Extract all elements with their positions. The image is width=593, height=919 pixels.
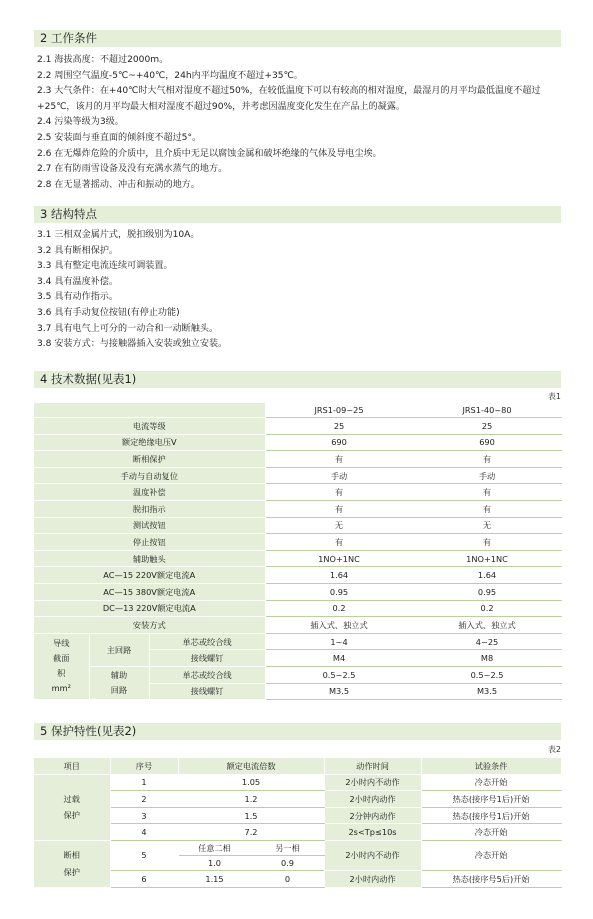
- cell: M3.5: [413, 683, 561, 700]
- cell: M3.5: [265, 683, 413, 700]
- table-row: [34, 791, 561, 808]
- cell: 2: [110, 791, 178, 808]
- section-3-list: [37, 228, 567, 353]
- section-5-heading: 5 保护特性(见表2): [34, 723, 561, 740]
- row-label: AC—15 220V额定电流A: [34, 567, 265, 584]
- list-item: 3.4 具有温度补偿。: [37, 276, 119, 287]
- cell: 手动: [265, 467, 413, 484]
- header-cell: 试验条件: [421, 758, 561, 774]
- header-cell: 动作时间: [324, 758, 421, 774]
- table-row: [34, 666, 561, 683]
- table-row: [34, 500, 561, 517]
- group-line: 断相: [63, 849, 80, 860]
- cell: 1.64: [265, 567, 413, 584]
- cell: 0.2: [413, 600, 561, 617]
- cell: 1.64: [413, 567, 561, 584]
- section-2-list: [37, 53, 567, 193]
- table-row: [34, 840, 561, 855]
- cell: 0.95: [413, 583, 561, 600]
- list-item: 3.1 三相双金属片式，脱扣级别为10A。: [37, 230, 200, 240]
- cell: 2s<Tp≤10s: [324, 824, 421, 841]
- table-row: [34, 418, 561, 435]
- cell: 冷态开始: [421, 840, 561, 870]
- table-row: [34, 583, 561, 600]
- cell: 有: [265, 484, 413, 501]
- table-1-label: 表1: [547, 392, 561, 401]
- cell: 有: [413, 451, 561, 468]
- aux-circuit-line: 辅助: [110, 670, 128, 680]
- table-row: [34, 467, 561, 484]
- header-cell: 序号: [110, 758, 178, 774]
- row-label: AC—15 380V额定电流A: [34, 583, 265, 600]
- main-circuit-label: 主回路: [89, 633, 149, 666]
- cell: 有: [265, 451, 413, 468]
- row-label: 手动与自动复位: [34, 467, 265, 484]
- cell: 690: [413, 434, 561, 451]
- cell: 0.5~2.5: [413, 666, 561, 683]
- cell: M4: [265, 650, 413, 667]
- list-item: 2.6 在无爆炸危险的介质中，且介质中无足以腐蚀金属和破坏绝缘的气体及导电尘埃。: [37, 148, 382, 159]
- cell: 1.0: [178, 855, 251, 870]
- cell: 25: [413, 418, 561, 435]
- aux-circuit-line: 回路: [110, 685, 128, 695]
- table-row: [34, 534, 561, 551]
- cell: 1.05: [178, 774, 324, 791]
- cell: 冷态开始: [421, 774, 561, 791]
- cell: 0.2: [265, 600, 413, 617]
- cell: 5: [110, 840, 178, 870]
- cell: 有: [413, 534, 561, 551]
- cell: 有: [265, 500, 413, 517]
- cell: 1~4: [265, 633, 413, 650]
- cell: 7.2: [178, 824, 324, 841]
- cell: 无: [265, 517, 413, 534]
- overload-group-label: [34, 774, 110, 840]
- cell: 0.9: [251, 855, 324, 870]
- row-label: 温度补偿: [34, 484, 265, 501]
- table-2-label: 表2: [547, 745, 561, 754]
- tech-data-table: [34, 403, 562, 700]
- cell: 有: [413, 484, 561, 501]
- cell: 2小时内动作: [324, 791, 421, 808]
- cell: 有: [265, 534, 413, 551]
- cell: 0.95: [265, 583, 413, 600]
- row-label: 单芯或绞合线: [149, 633, 265, 650]
- row-label: DC—13 220V额定电流A: [34, 600, 265, 617]
- row-label: 接线螺钉: [149, 683, 265, 700]
- cell: 6: [110, 870, 178, 887]
- cell: 插入式、独立式: [413, 617, 561, 634]
- model-header: JRS1-09~25: [265, 403, 413, 418]
- model-header: JRS1-40~80: [413, 403, 561, 418]
- table-row: [34, 600, 561, 617]
- cell: 热态(接序号5后)开始: [421, 870, 561, 887]
- row-label: 单芯或绞合线: [149, 666, 265, 683]
- table-header-row: [34, 758, 561, 774]
- aux-circuit-label: [89, 666, 149, 699]
- table-row: [34, 451, 561, 468]
- cell: 无: [413, 517, 561, 534]
- header-blank: [34, 403, 265, 418]
- list-item: 3.6 具有手动复位按钮(有停止功能): [37, 307, 180, 318]
- cell: 690: [265, 434, 413, 451]
- cell: 热态(接序号1后)开始: [421, 791, 561, 808]
- list-item: 3.2 具有断相保护。: [37, 245, 119, 256]
- row-label: 断相保护: [34, 451, 265, 468]
- row-label: 脱扣指示: [34, 500, 265, 517]
- cell: 1.2: [178, 791, 324, 808]
- list-item: 3.7 具有电气上可分的一动合和一动断触头。: [37, 323, 219, 334]
- table-row: [34, 434, 561, 451]
- cell: 插入式、独立式: [265, 617, 413, 634]
- cell: 1NO+1NC: [265, 550, 413, 567]
- list-item: 2.7 在有防雨雪设备及没有充满水蒸气的地方。: [37, 164, 228, 175]
- cell: 1.15: [178, 870, 251, 887]
- cell: 2小时内不动作: [324, 774, 421, 791]
- protection-table: [34, 758, 562, 888]
- cell: 2小时内动作: [324, 870, 421, 887]
- table-row: [34, 870, 561, 887]
- cell: 1.5: [178, 807, 324, 824]
- table-row: [34, 807, 561, 824]
- list-item: 2.8 在无显著摇动、冲击和振动的地方。: [37, 179, 200, 190]
- list-item: 2.4 污染等级为3级。: [37, 117, 124, 128]
- table-row: [34, 633, 561, 650]
- cell: M8: [413, 650, 561, 667]
- row-label: 电流等级: [34, 418, 265, 435]
- table-row: [34, 517, 561, 534]
- table-row: [34, 550, 561, 567]
- table-row: [34, 824, 561, 841]
- cell: 4: [110, 824, 178, 841]
- list-item: 3.3 具有整定电流连续可调装置。: [37, 261, 173, 272]
- row-label: 接线螺钉: [149, 650, 265, 667]
- group-line: 保护: [63, 810, 80, 821]
- cell: 4~25: [413, 633, 561, 650]
- group-line: 保护: [63, 866, 80, 877]
- row-label: 辅助触头: [34, 550, 265, 567]
- cell: 有: [413, 500, 561, 517]
- list-item: 3.5 具有动作指示。: [37, 292, 119, 303]
- wire-section-group: [34, 633, 89, 699]
- row-label: 测试按钮: [34, 517, 265, 534]
- cell: 3: [110, 807, 178, 824]
- list-item: 2.3 大气条件：在+40℃时大气相对湿度不超过50%，在较低温度下可以有较高的相对湿度，最湿月的月平均最低温度不超过+25℃，该月的月平均最大相对湿度不超过90%，并考虑因温度变化发生在产品上的凝露。: [37, 86, 541, 112]
- row-label: 停止按钮: [34, 534, 265, 551]
- phase-loss-group-label: [34, 840, 110, 887]
- list-item: 2.1 海拔高度：不超过2000m。: [37, 55, 169, 65]
- header-cell: 项目: [34, 758, 110, 774]
- cell: 冷态开始: [421, 824, 561, 841]
- group-line: 过载: [63, 794, 80, 805]
- cell: 0: [251, 870, 324, 887]
- table-row: [34, 567, 561, 584]
- list-item: 3.8 安装方式：与接触器插入安装或独立安装。: [37, 339, 228, 350]
- table-row: [34, 484, 561, 501]
- cell: 1NO+1NC: [413, 550, 561, 567]
- section-4-heading: 4 技术数据(见表1): [34, 371, 561, 388]
- cell: 热态(接序号1后)开始: [421, 807, 561, 824]
- cell: 1: [110, 774, 178, 791]
- row-label: 安装方式: [34, 617, 265, 634]
- cell: 0.5~2.5: [265, 666, 413, 683]
- section-3-heading: 3 结构特点: [34, 206, 561, 223]
- phase-sub-header: 另一相: [251, 840, 324, 855]
- table-row: [34, 774, 561, 791]
- cell: 2小时内不动作: [324, 840, 421, 870]
- section-2-heading: 2 工作条件: [34, 30, 561, 47]
- list-item: 2.2 周围空气温度-5℃~+40℃，24h内平均温度不超过+35℃。: [37, 70, 303, 81]
- wire-group-label: 导线截面积: [53, 638, 70, 679]
- phase-sub-header: 任意二相: [178, 840, 251, 855]
- table-header-row: [34, 403, 561, 418]
- cell: 手动: [413, 467, 561, 484]
- cell: 25: [265, 418, 413, 435]
- wire-unit-label: mm²: [51, 683, 71, 694]
- list-item: 2.5 安装面与垂直面的倾斜度不超过5°。: [37, 132, 202, 143]
- table-row: [34, 617, 561, 634]
- cell: 2分钟内动作: [324, 807, 421, 824]
- row-label: 额定绝缘电压V: [34, 434, 265, 451]
- header-cell: 额定电流倍数: [178, 758, 324, 774]
